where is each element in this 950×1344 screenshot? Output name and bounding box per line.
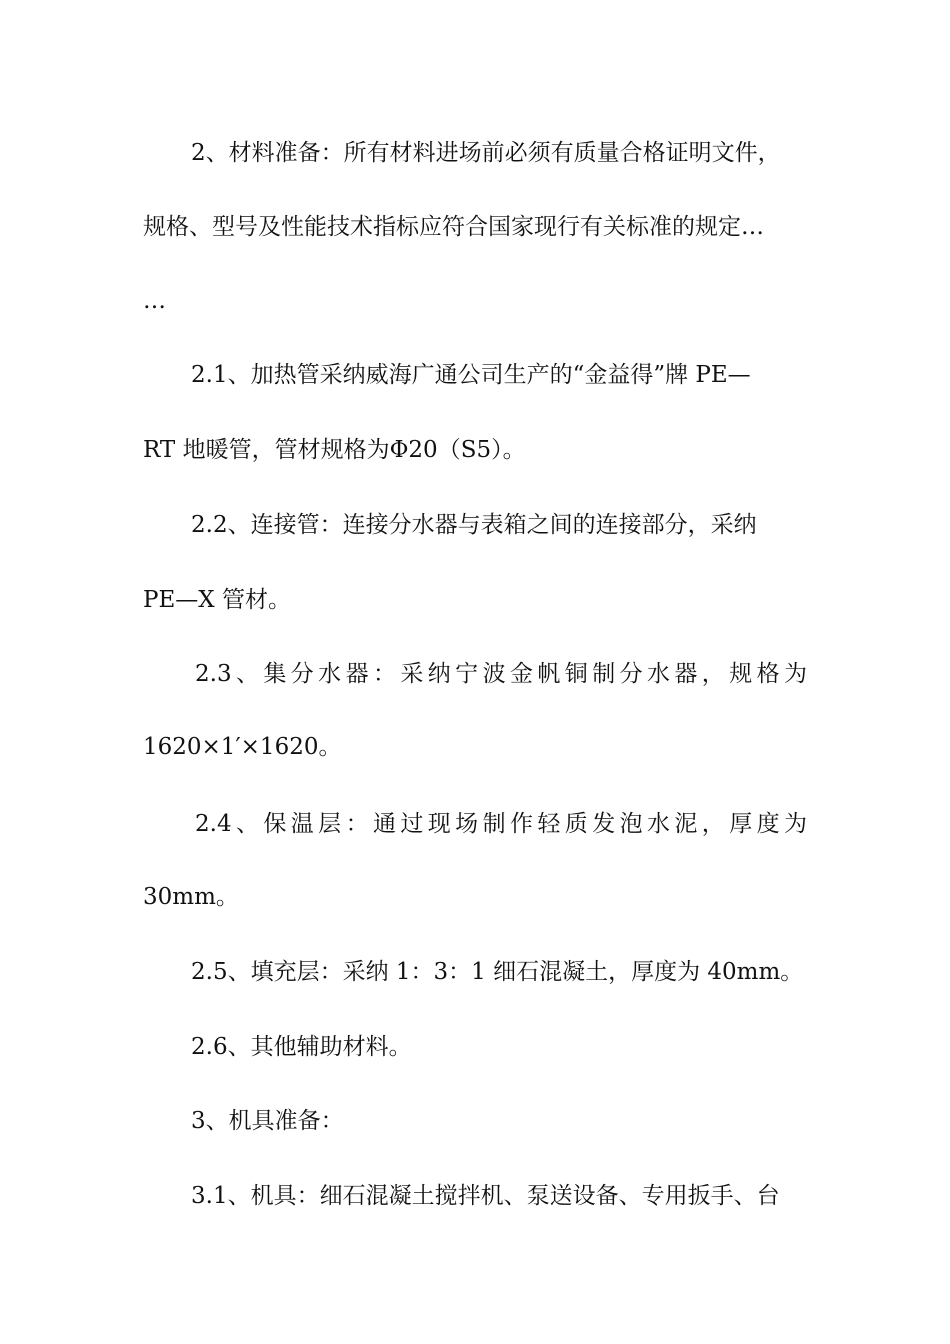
paragraph-insulation-line-1: 2.4、保温层：通过现场制作轻质发泡水泥，厚度为: [195, 811, 807, 837]
paragraph-filling-layer: 2.5、填充层：采纳 1：3：1 细石混凝土，厚度为 40mm。: [191, 959, 804, 985]
paragraph-manifold-line-1: 2.3、集分水器：采纳宁波金帆铜制分水器，规格为: [195, 661, 807, 687]
paragraph-auxiliary-materials: 2.6、其他辅助材料。: [191, 1034, 412, 1060]
paragraph-materials-line-2: 规格、型号及性能技术指标应符合国家现行有关标准的规定…: [143, 214, 764, 240]
paragraph-manifold-line-2: 1620×1′×1620。: [143, 734, 342, 760]
paragraph-materials-line-1: 2、材料准备：所有材料进场前必须有质量合格证明文件，: [191, 140, 781, 166]
paragraph-heating-pipe-line-1: 2.1、加热管采纳威海广通公司生产的“金益得”牌 PE—: [191, 362, 751, 388]
paragraph-insulation-line-2: 30mm。: [143, 884, 239, 910]
paragraph-equipment-list: 3.1、机具：细石混凝土搅拌机、泵送设备、专用扳手、台: [191, 1183, 780, 1209]
paragraph-connecting-pipe-line-1: 2.2、连接管：连接分水器与表箱之间的连接部分，采纳: [191, 512, 757, 538]
paragraph-materials-line-3: …: [143, 288, 166, 314]
heading-equipment-preparation: 3、机具准备：: [191, 1108, 344, 1134]
paragraph-connecting-pipe-line-2: PE—X 管材。: [143, 587, 291, 613]
paragraph-heating-pipe-line-2: RT 地暖管，管材规格为Φ20（S5）。: [143, 437, 526, 463]
